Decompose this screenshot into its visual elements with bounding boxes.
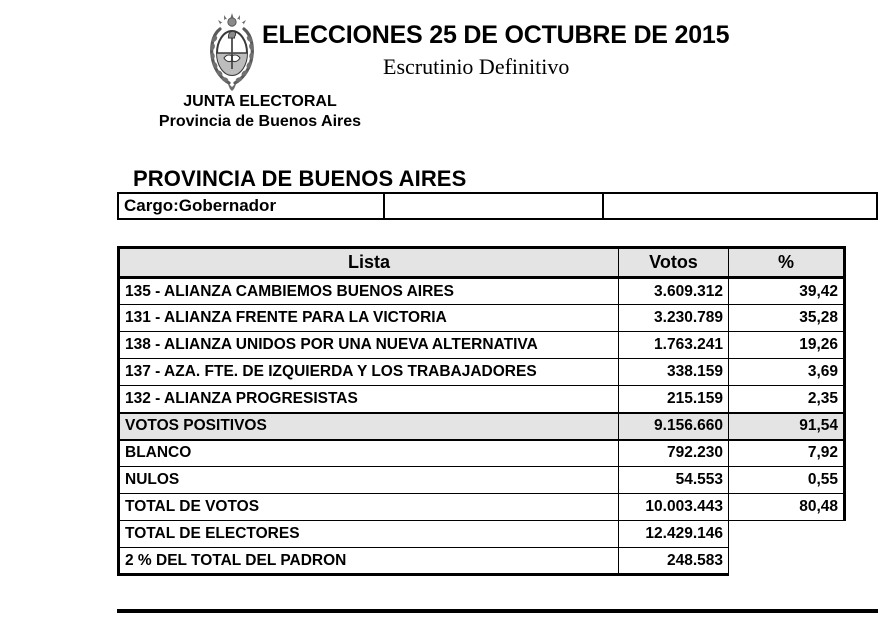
cell-lista: TOTAL DE ELECTORES	[119, 521, 619, 548]
cell-percent: 91,54	[729, 413, 845, 440]
cargo-cell-empty-1	[385, 192, 604, 220]
cell-percent: 35,28	[729, 305, 845, 332]
table-row	[119, 548, 845, 575]
results-table	[117, 246, 846, 576]
table-row	[119, 278, 845, 305]
cell-votos: 3.609.312	[619, 278, 729, 305]
issuing-authority	[135, 92, 385, 132]
table-row	[119, 386, 845, 413]
table-row	[119, 440, 845, 467]
table-row	[119, 305, 845, 332]
cell-percent: 39,42	[729, 278, 845, 305]
column-header-percent: %	[729, 248, 845, 278]
cell-lista: TOTAL DE VOTOS	[119, 494, 619, 521]
cell-lista: 132 - ALIANZA PROGRESISTAS	[119, 386, 619, 413]
table-row	[119, 413, 845, 440]
cell-votos: 9.156.660	[619, 413, 729, 440]
cell-lista: BLANCO	[119, 440, 619, 467]
cargo-bar	[117, 192, 878, 220]
cell-percent: 7,92	[729, 440, 845, 467]
cargo-cell-empty-2	[604, 192, 878, 220]
document-masthead	[0, 0, 887, 148]
cell-percent: 3,69	[729, 359, 845, 386]
cell-percent: 2,35	[729, 386, 845, 413]
argentina-coat-of-arms-icon	[200, 11, 264, 95]
cell-lista: 2 % DEL TOTAL DEL PADRON	[119, 548, 619, 575]
table-row	[119, 521, 845, 548]
cell-votos: 248.583	[619, 548, 729, 575]
table-header-row	[119, 248, 845, 278]
cell-lista: NULOS	[119, 467, 619, 494]
cell-votos: 12.429.146	[619, 521, 729, 548]
cargo-cell-office: Cargo:Gobernador	[117, 192, 385, 220]
footer-divider	[117, 609, 878, 613]
table-row	[119, 467, 845, 494]
cell-lista: 137 - AZA. FTE. DE IZQUIERDA Y LOS TRABAJADORES	[119, 359, 619, 386]
column-header-votos: Votos	[619, 248, 729, 278]
cell-votos: 215.159	[619, 386, 729, 413]
cell-lista: 135 - ALIANZA CAMBIEMOS BUENOS AIRES	[119, 278, 619, 305]
cell-votos: 10.003.443	[619, 494, 729, 521]
table-row	[119, 494, 845, 521]
cell-percent: 19,26	[729, 332, 845, 359]
results-table-body	[119, 278, 845, 575]
cell-lista: VOTOS POSITIVOS	[119, 413, 619, 440]
page-title: ELECCIONES 25 DE OCTUBRE DE 2015	[262, 21, 730, 49]
organization-name: JUNTA ELECTORAL	[183, 93, 337, 110]
cell-percent: 80,48	[729, 494, 845, 521]
province-heading: PROVINCIA DE BUENOS AIRES	[133, 166, 467, 191]
cell-votos: 792.230	[619, 440, 729, 467]
cell-percent-empty	[729, 548, 845, 575]
cell-votos: 1.763.241	[619, 332, 729, 359]
cell-percent-empty	[729, 521, 845, 548]
cell-lista: 138 - ALIANZA UNIDOS POR UNA NUEVA ALTERNATIVA	[119, 332, 619, 359]
cell-lista: 131 - ALIANZA FRENTE PARA LA VICTORIA	[119, 305, 619, 332]
table-row	[119, 359, 845, 386]
table-row	[119, 332, 845, 359]
column-header-lista: Lista	[119, 248, 619, 278]
page-subtitle: Escrutinio Definitivo	[383, 54, 570, 79]
cell-votos: 3.230.789	[619, 305, 729, 332]
jurisdiction-name: Provincia de Buenos Aires	[158, 113, 362, 130]
cell-votos: 338.159	[619, 359, 729, 386]
cell-percent: 0,55	[729, 467, 845, 494]
cell-votos: 54.553	[619, 467, 729, 494]
